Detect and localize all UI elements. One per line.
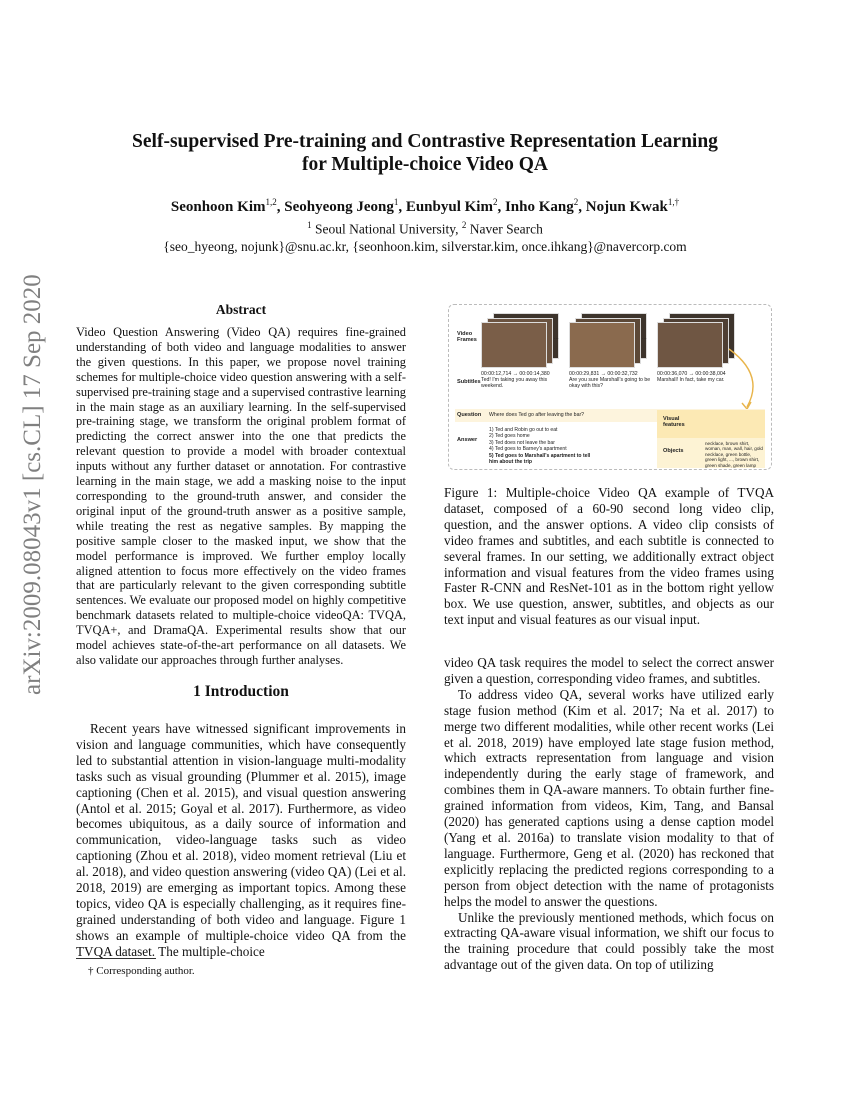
subtitle-2-time: 00:00:29,831 → 00:00:32,732 [569, 371, 638, 377]
title-line-1: Self-supervised Pre-training and Contrastive Representation Learning [132, 131, 718, 152]
author-sup: 1,† [667, 197, 680, 207]
author-list: Seonhoon Kim$^{1,2}$, Seohyeong Jeong$^1$, Eunbyul Kim$^2$, Inho Kang$^2$, Nojun Kwak$^{1,\dagger}$ [170, 197, 680, 215]
author-emails: {seo_hyeong, nojunk}@snu.ac.kr, {seonhoon.kim, silverstar.kim, once.ihkang}@navercorp.com [163, 238, 687, 254]
frame-ellipsis: ... [642, 335, 647, 341]
answer-option: 4) Ted goes to Barney's apartment [489, 446, 567, 453]
answer-option: 3) Ted does not leave the bar [489, 439, 555, 446]
answer-option-correct: 5) Ted goes to Marshall's apartment to tell him about the trip [489, 452, 591, 466]
author-name: Nojun Kwak [585, 199, 668, 215]
author-sup: 1 [393, 197, 399, 207]
subtitle-3-time: 00:00:36,070 → 00:00:38,004 [657, 371, 726, 377]
paper-title [80, 130, 770, 176]
body-paragraph: Unlike the previously mentioned methods, which focus on extracting QA-aware visual information, we shift our focus to the training procedure that could possibly take the most advantage out of the given data. On top of utilizing [444, 909, 774, 973]
affiliation-naver: Naver Search [469, 221, 543, 237]
footnote-rule [76, 958, 156, 959]
subtitle-2-text: Are you sure Marshall's going to be okay with this? [569, 377, 651, 389]
subtitle-3 [657, 371, 741, 383]
subtitle-1 [481, 371, 565, 389]
subtitle-1-text: Ted! I'm taking you away this weekend. [481, 377, 548, 389]
section-heading-introduction: 1 Introduction [193, 683, 289, 700]
visual-features-box [657, 410, 765, 438]
body-paragraph: video QA task requires the model to select the correct answer given a question, corresponding video frames, and subtitles. [444, 655, 774, 686]
label-objects: Objects [663, 448, 684, 454]
affil-sup: 1 [307, 220, 312, 230]
affiliation-snu: Seoul National University, [315, 221, 459, 237]
author-name: Seohyeong Jeong [284, 199, 394, 215]
label-visual-features: Visual features [663, 416, 685, 428]
label-question: Question [457, 412, 482, 418]
author-sup: 2 [573, 197, 579, 207]
intro-paragraph: Recent years have witnessed significant improvements in vision and language communities, which have consequently led to substantial attention in vision-language multi-modality tasks such as visual grounding (Plummer et al. 2015), image captioning (Chen et al. 2015), and visual question answering (Antol et al. 2015; Goyal et al. 2017). Furthermore, as video becomes ubiquitous, as a daily source of information and communication, video-language tasks such as video captioning (Zhou et al. 2018), video moment retrieval (Liu et al. 2018), and video question answering (video QA) (Lei et al. 2018, 2019) are emerging as important topics. Among these topics, video QA is especially challenging, as it requires fine-grained understanding of both video and language. Figure 1 shows an example of multiple-choice video QA from the TVQA dataset. The multiple-choice [76, 721, 406, 959]
affiliations [80, 217, 770, 255]
arxiv-stamp [0, 0, 60, 1100]
author-name: Seonhoon Kim [170, 199, 266, 215]
body-paragraph: To address video QA, several works have utilized early stage fusion method (Kim et al. 2017; Na et al. 2017) to merge two different modalities, while other recent works (Lei et al. 2018, 2019) have employed late stage fusion method, which extracts representation from language and vision independently during the early stage of framework, and combines them in QA-aware manners. To obtain further fine-grained information from videos, Kim, Tang, and Bansal (2020) has generated captions using a dense caption model (Yang et al. 2016a) to translate vision modality to that of language. Furthermore, Geng et al. (2020) has reckoned that explicitly replacing the predicted regions corresponding to a person from object detection with the name of protagonists helps the model to answer the questions. [444, 686, 774, 909]
arxiv-identifier: arXiv:2009.08043v1 [cs.CL] 17 Sep 2020 [19, 274, 46, 695]
right-column-body [444, 655, 774, 973]
author-name: Eunbyul Kim [405, 199, 493, 215]
video-frame [481, 322, 547, 368]
footnote-corresponding-author: † Corresponding author. [88, 965, 195, 977]
abstract-text: Video Question Answering (Video QA) requires fine-grained understanding of both video and language modalities to answer the given questions. In this paper, we propose novel training schemes for multiple-choice video question answering with a self-supervised pre-training stage and a supervised contrastive learning in the main stage as an auxiliary learning. In the self-supervised pre-training stage, we transform the original problem format of predicting the correct answer into the one that predicts the relevant question to provide a model with broader contextual inputs without any further dataset or annotation. For contrastive learning in the main stage, we add a masking noise to the input corresponding to the ground-truth answer, and consider the original input of the ground-truth answer as a positive sample, while treating the rest as negative samples. By mapping the positive sample closer to the masked input, we show that the model performance is improved. We further employ locally aligned attention to focus more effectively on the video frames that are particularly relevant to the given corresponding subtitle sentences. We evaluate our proposed model on highly competitive benchmark datasets related to multiple-choice videoQA: TVQA, TVQA+, and DramaQA. Experimental results show that our model achieves state-of-the-art performance on all datasets. We also validate our approaches through further analyses. [76, 325, 406, 667]
figure-1 [448, 304, 772, 470]
video-frame [657, 322, 723, 368]
frame-ellipsis: ... [554, 335, 559, 341]
author-sup: 1,2 [265, 197, 277, 207]
objects-list: necklace, brown shirt, woman, man, wall, hair, gold necklace, green bottle, green light, ..., brown shirt, green shade, green lamp [705, 441, 763, 468]
video-frame [569, 322, 635, 368]
label-video-frames: Video Frames [457, 331, 477, 343]
question-text: Where does Ted go after leaving the bar? [489, 412, 585, 418]
author-sup: 2 [492, 197, 498, 207]
abstract-heading: Abstract [215, 302, 267, 317]
label-subtitles: Subtitles [457, 379, 481, 385]
figure-1-caption: Figure 1: Multiple-choice Video QA example of TVQA dataset, composed of a 60-90 second long video clip, question, and the answer options. A video clip consists of video frames and subtitles, and each subtitle is connected to several frames. In our setting, we additionally extract object information and visual features from the video frames using Faster R-CNN and ResNet-101 as in the bottom right yellow box. We use question, answer, subtitles, and objects as our text input and visual features as our visual input. [444, 485, 774, 628]
subtitle-3-text: Marshall! In fact, take my car. [657, 377, 725, 383]
affil-sup: 2 [461, 220, 467, 230]
answer-option: 1) Ted and Robin go out to eat [489, 427, 558, 433]
answer-options [489, 427, 599, 465]
author-name: Inho Kang [504, 199, 574, 215]
answer-option: 2) Ted goes home [489, 433, 530, 440]
subtitle-1-time: 00:00:12,714 → 00:00:14,380 [481, 371, 550, 377]
objects-box [657, 438, 765, 468]
affiliation-line [80, 217, 770, 238]
subtitle-2 [569, 371, 653, 389]
label-answer: Answer [457, 437, 478, 443]
title-line-2: for Multiple-choice Video QA [301, 154, 549, 175]
